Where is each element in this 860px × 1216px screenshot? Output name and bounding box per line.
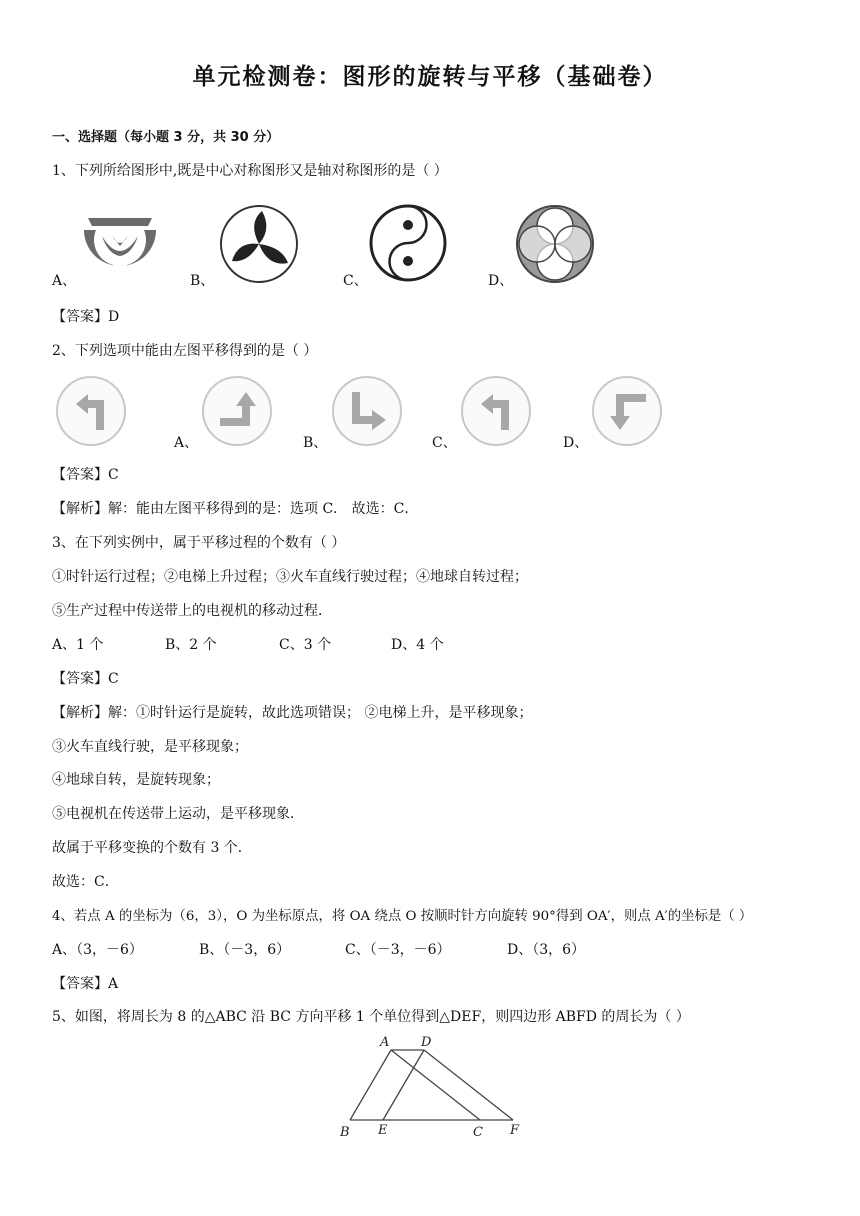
q1-option-c-label: C、 [343, 273, 368, 289]
q2-option-c-arrow-figure [459, 374, 533, 448]
q2-analysis: 【解析】解：能由左图平移得到的是：选项 C． 故选：C． [52, 501, 419, 517]
q1-option-d-label: D、 [488, 273, 514, 289]
q2-option-d-label: D、 [563, 435, 589, 451]
q5-point-label: E [378, 1123, 388, 1138]
q2-original-arrow-figure [54, 374, 128, 448]
q1-option-d-flower-figure [514, 203, 596, 285]
q3-analysis-line: ④地球自转，是旋转现象； [52, 772, 220, 788]
q5-point-label: B [340, 1125, 350, 1140]
q1-answer: 【答案】D [52, 309, 120, 325]
q3-line-1: ①时针运行过程；②电梯上升过程；③火车直线行驶过程；④地球自转过程； [52, 569, 528, 585]
q5-point-label: C [473, 1125, 483, 1140]
question-4-stem: 4、若点 A 的坐标为（6，3），O 为坐标原点，将 OA 绕点 O 按顺时针方向旋转 90°得到 OA′，则点 A′的坐标是（ ） [52, 909, 753, 924]
q3-answer: 【答案】C [52, 671, 119, 687]
q1-option-a-label: A、 [52, 273, 77, 289]
q2-option-b-arrow-figure [330, 374, 404, 448]
q3-option-c: C、3 个 [279, 637, 332, 653]
q2-answer: 【答案】C [52, 467, 119, 483]
q1-option-b-label: B、 [190, 273, 215, 289]
q2-option-a-arrow-figure [200, 374, 274, 448]
section-heading: 一、选择题（每小题 3 分，共 30 分） [52, 130, 280, 145]
q1-option-a-logo-figure [80, 206, 160, 286]
q3-analysis-line: 故选：C． [52, 874, 119, 890]
q4-option-d: D、（3，6） [507, 942, 586, 958]
question-2-stem: 2、下列选项中能由左图平移得到的是（ ） [52, 343, 318, 359]
q3-option-b: B、2 个 [165, 637, 217, 653]
q1-option-c-yinyang-figure [368, 203, 448, 283]
q2-option-b-label: B、 [303, 435, 328, 451]
question-1-stem: 1、下列所给图形中,既是中心对称图形又是轴对称图形的是（ ） [52, 163, 448, 179]
q5-point-label: D [421, 1035, 432, 1050]
q3-options [52, 634, 444, 654]
q5-translation-figure [330, 1030, 530, 1142]
q3-analysis-line: 故属于平移变换的个数有 3 个． [52, 840, 252, 856]
q3-line-2: ⑤生产过程中传送带上的电视机的移动过程． [52, 603, 332, 619]
q2-option-c-label: C、 [432, 435, 457, 451]
q5-point-label: F [510, 1123, 520, 1138]
page-title: 单元检测卷：图形的旋转与平移（基础卷） [192, 64, 668, 90]
q4-options [52, 939, 585, 959]
q3-analysis-line: 【解析】解：①时针运行是旋转，故此选项错误； ②电梯上升，是平移现象； [52, 705, 533, 721]
q3-analysis-line: ③火车直线行驶，是平移现象； [52, 739, 248, 755]
q4-option-c: C、（－3，－6） [345, 942, 451, 958]
q3-analysis-line: ⑤电视机在传送带上运动，是平移现象． [52, 806, 304, 822]
question-5-stem: 5、如图，将周长为 8 的△ABC 沿 BC 方向平移 1 个单位得到△DEF，则四边形 ABFD 的周长为（ ） [52, 1009, 690, 1025]
q2-option-a-label: A、 [174, 435, 199, 451]
q3-option-a: A、1 个 [52, 637, 104, 653]
q4-option-b: B、（－3，6） [199, 942, 291, 958]
q1-option-b-pinwheel-figure [218, 203, 300, 285]
q2-option-d-arrow-figure [590, 374, 664, 448]
q3-option-d: D、4 个 [391, 637, 444, 653]
q5-point-label: A [380, 1035, 390, 1050]
question-3-stem: 3、在下列实例中，属于平移过程的个数有（ ） [52, 535, 346, 551]
q4-answer: 【答案】A [52, 976, 119, 992]
q4-option-a: A、（3，－6） [52, 942, 143, 958]
